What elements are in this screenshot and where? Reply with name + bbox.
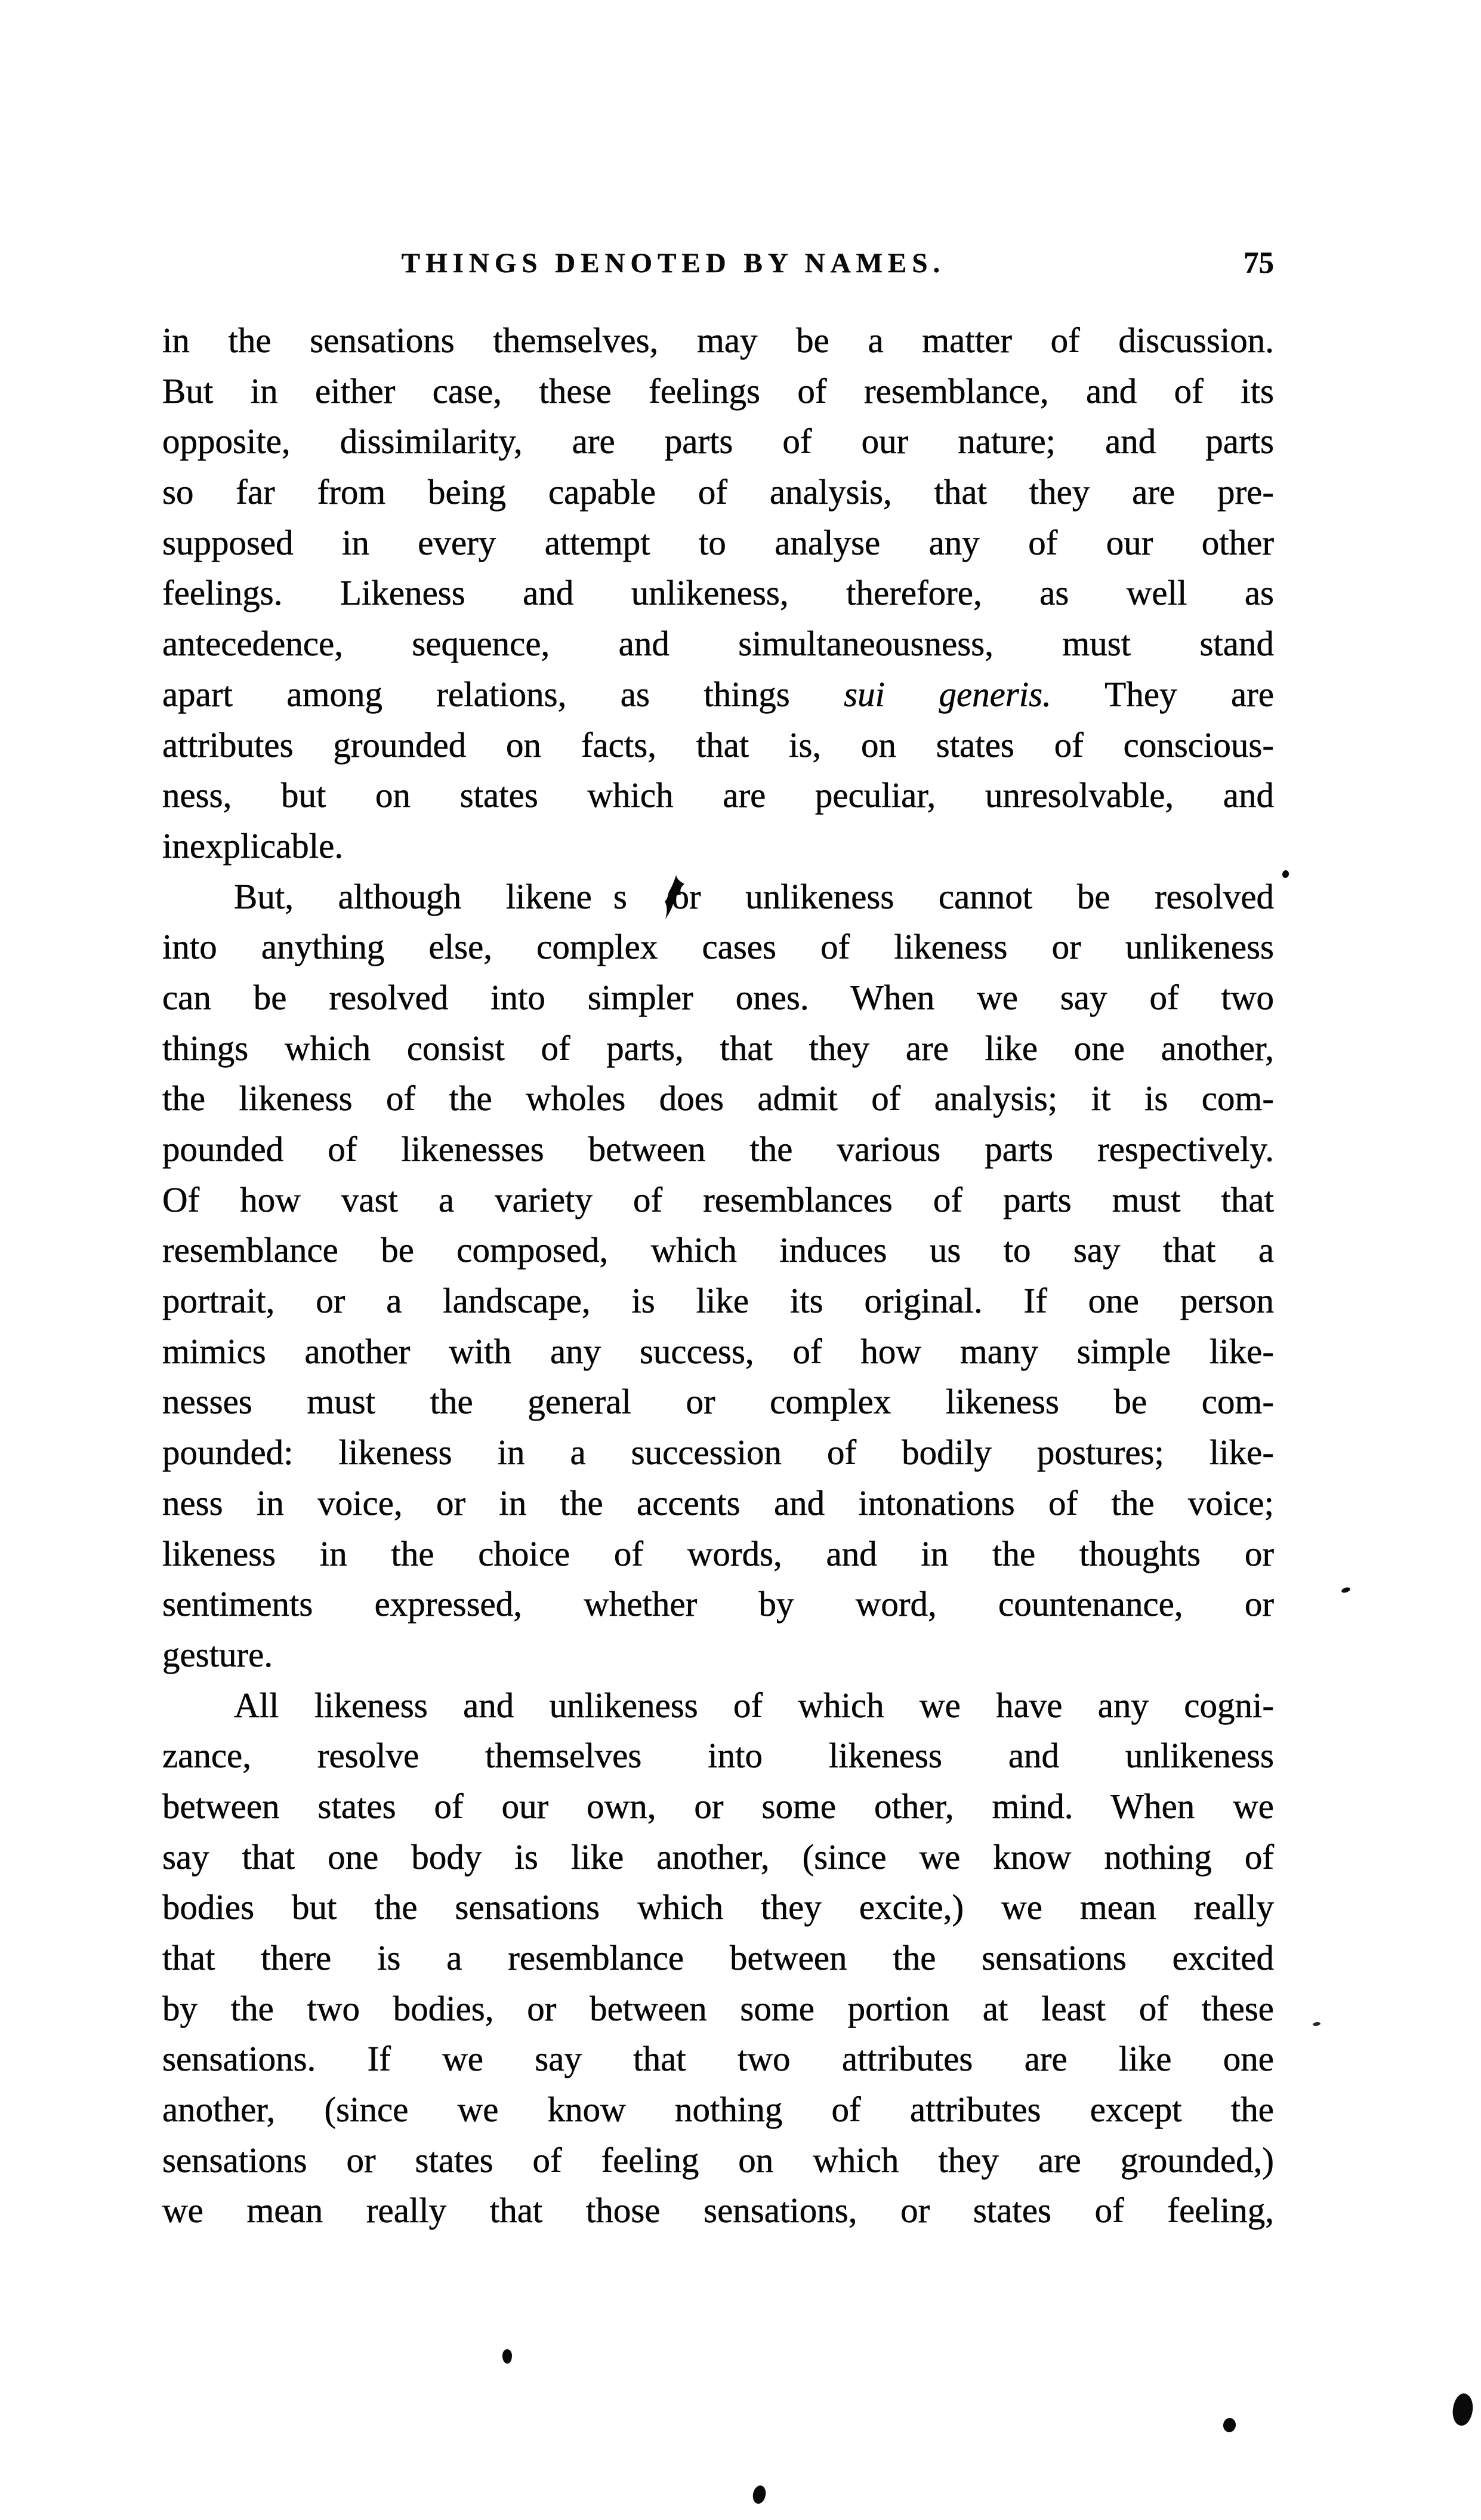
ink-dot-icon [1222, 2417, 1236, 2433]
ink-blot-icon [592, 874, 613, 920]
paragraph-last-line: inexplicable. [162, 825, 344, 865]
text-line: pounded of likenesses between the various parts respectively. [162, 1129, 1274, 1169]
text-line: the likeness of the wholes does admit of analysis; it is com- [162, 1079, 1274, 1119]
text-line: another, (since we know nothing of attributes except the [162, 2090, 1274, 2130]
paragraph-last-line: gesture. [162, 1634, 273, 1674]
text-line: can be resolved into simpler ones. When we say of two [162, 977, 1274, 1017]
text-line: so far from being capable of analysis, that they are pre- [162, 472, 1274, 512]
latin-phrase-italic: sui generis. [844, 674, 1051, 714]
text-line: sensations. If we say that two attributes are like one [162, 2039, 1274, 2079]
text-line: we mean really that those sensations, or states of feeling, [162, 2191, 1274, 2231]
text-line: ness in voice, or in the accents and intonations of the voice; [162, 1483, 1274, 1523]
text-line: sensations or states of feeling on which they are grounded,) [162, 2140, 1274, 2180]
text-line: by the two bodies, or between some portion at least of these [162, 1988, 1274, 2028]
text-line: sentiments expressed, whether by word, countenance, or [162, 1584, 1274, 1624]
text-line: mimics another with any success, of how many simple like- [162, 1331, 1274, 1371]
text-line: zance, resolve themselves into likeness and unlikeness [162, 1736, 1274, 1776]
ink-dot-icon [502, 2349, 512, 2364]
text-line: antecedence, sequence, and simultaneousness, must stand [162, 624, 1274, 664]
text-segment: They are [1051, 674, 1275, 714]
page-title: THINGS DENOTED BY NAMES. [401, 248, 946, 279]
text-line: likeness in the choice of words, and in the thoughts or [162, 1533, 1274, 1573]
text-line: supposed in every attempt to analyse any of our other [162, 522, 1274, 562]
ink-dot-icon [1451, 2392, 1474, 2427]
running-head [162, 247, 1274, 283]
text-line: attributes grounded on facts, that is, on states of conscious- [162, 725, 1274, 765]
text-segment: But, although likene [234, 876, 592, 916]
text-line: feelings. Likeness and unlikeness, therefore, as well as [162, 573, 1274, 613]
text-line: opposite, dissimilarity, are parts of our nature; and parts [162, 421, 1274, 461]
ink-speck-icon [1282, 870, 1289, 879]
ink-speck-icon [1313, 2022, 1321, 2026]
text-line-with-ink-blot [162, 871, 1274, 922]
text-line: in the sensations themselves, may be a matter of discussion. [162, 321, 1274, 360]
body-text [162, 315, 1274, 2236]
text-line: resemblance be composed, which induces us to say that a [162, 1230, 1274, 1270]
text-line: things which consist of parts, that they are like one another, [162, 1028, 1274, 1068]
text-line: nesses must the general or complex likeness be com- [162, 1382, 1274, 1422]
text-line: ness, but on states which are peculiar, unresolvable, and [162, 775, 1274, 815]
text-line: that there is a resemblance between the sensations excited [162, 1938, 1274, 1977]
text-line: portrait, or a landscape, is like its original. If one person [162, 1281, 1274, 1321]
text-line: But in either case, these feelings of resemblance, and of its [162, 371, 1274, 411]
text-line: Of how vast a variety of resemblances of parts must that [162, 1179, 1274, 1219]
text-segment: apart among relations, as things [162, 674, 844, 714]
text-line: bodies but the sensations which they excite,) we mean really [162, 1887, 1274, 1927]
text-line: pounded: likeness in a succession of bodily postures; like- [162, 1432, 1274, 1472]
page-number: 75 [1244, 247, 1274, 280]
ink-speck-icon [1341, 1586, 1351, 1594]
text-segment: s or unlikeness cannot be resolved [613, 876, 1275, 916]
text-line: between states of our own, or some other, mind. When we [162, 1786, 1274, 1826]
text-line: into anything else, complex cases of likeness or unlikeness [162, 927, 1274, 967]
text-line-with-italic [162, 669, 1274, 720]
text-line: All likeness and unlikeness of which we have any cogni- [234, 1685, 1274, 1725]
text-line: say that one body is like another, (since we know nothing of [162, 1837, 1274, 1877]
ink-dot-icon [751, 2484, 767, 2505]
